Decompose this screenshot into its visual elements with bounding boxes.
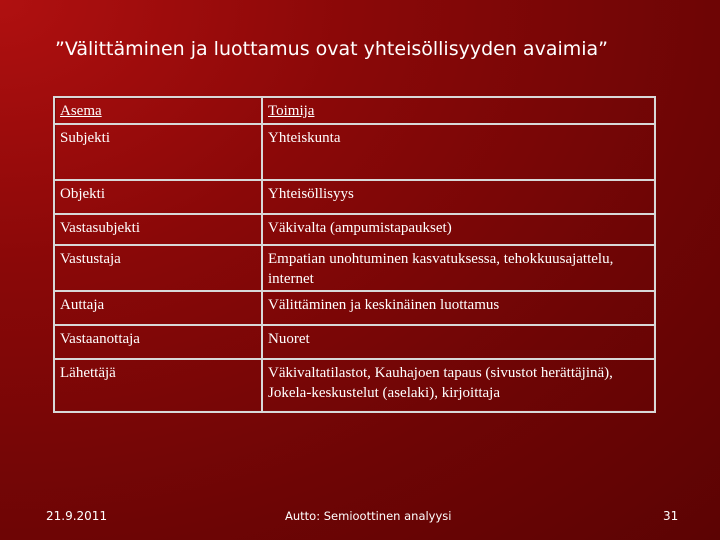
table-row — [55, 245, 654, 291]
actor-cell: Väkivalta (ampumistapaukset) — [262, 214, 654, 245]
slide-number: 31 — [663, 509, 679, 523]
actor-cell: Yhteisöllisyys — [262, 180, 654, 214]
slide-title: ”Välittäminen ja luottamus ovat yhteisöllisyyden avaimia” — [55, 38, 609, 60]
role-cell: Auttaja — [55, 291, 262, 325]
actor-cell: Välittäminen ja keskinäinen luottamus — [262, 291, 654, 325]
role-cell: Subjekti — [55, 124, 262, 180]
table-row — [55, 325, 654, 359]
table-row — [55, 359, 654, 413]
role-cell: Objekti — [55, 180, 262, 214]
table-row — [55, 124, 654, 180]
footer-title: Autto: Semioottinen analyysi — [285, 509, 452, 523]
actor-cell: Empatian unohtuminen kasvatuksessa, tehokkuusajattelu, internet — [262, 245, 654, 291]
table-header-row — [55, 98, 654, 124]
table-row — [55, 291, 654, 325]
header-cell-asema: Asema — [55, 98, 262, 124]
actor-cell: Väkivaltatilastot, Kauhajoen tapaus (sivustot herättäjinä), Jokela-keskustelut (aselaki), kirjoittaja — [262, 359, 654, 413]
actant-table-grid — [55, 98, 654, 413]
role-cell: Vastaanottaja — [55, 325, 262, 359]
table-row — [55, 180, 654, 214]
header-cell-toimija: Toimija — [268, 103, 315, 119]
role-cell: Vastustaja — [55, 245, 262, 291]
role-cell: Lähettäjä — [55, 359, 262, 413]
footer-date: 21.9.2011 — [46, 509, 108, 523]
actant-table — [53, 96, 656, 413]
role-cell: Vastasubjekti — [55, 214, 262, 245]
actor-cell: Yhteiskunta — [262, 124, 654, 180]
table-row — [55, 214, 654, 245]
actor-cell: Nuoret — [262, 325, 654, 359]
